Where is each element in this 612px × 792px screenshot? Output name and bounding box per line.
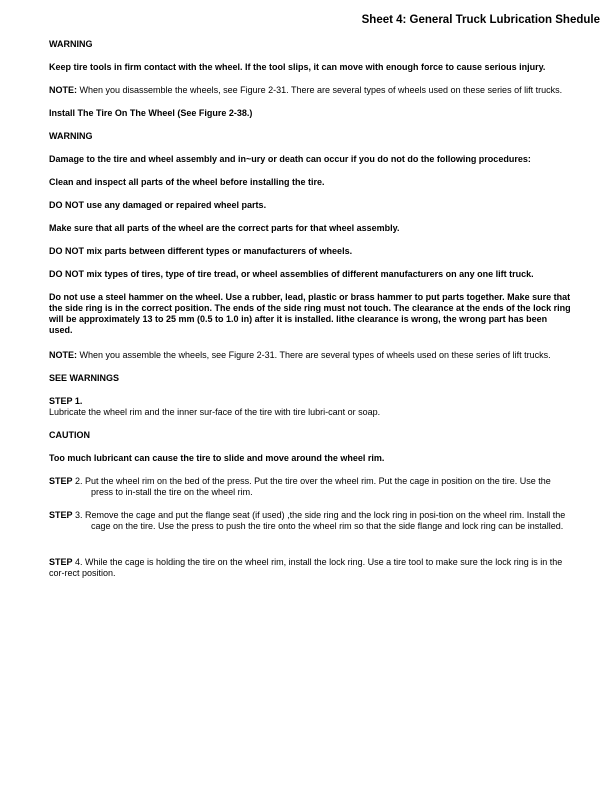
step-3 [49,510,571,532]
note-label-2: NOTE: [49,350,77,360]
procedure-mix-parts: DO NOT mix parts between different types or manufacturers of wheels. [49,246,353,256]
note-paragraph [49,85,571,96]
procedure-mix-types [49,269,571,280]
procedure-mix-types-label: DO NOT [49,269,84,279]
caution-text: Too much lubricant can cause the tire to slide and move around the wheel rim. [49,453,385,463]
see-warnings-heading: SEE WARNINGS [49,373,120,383]
step-2 [49,476,571,498]
note-label: NOTE: [49,85,77,95]
warning-heading-2: WARNING [49,131,93,141]
step-3-label: STEP [49,510,73,520]
step-2-label: STEP [49,476,73,486]
step-2-text: 2. Put the wheel rim on the bed of the press. Put the tire over the wheel rim. Put the cage in position on the tire. Use the press to in-stall the tire on the wheel rim. [72,476,551,497]
step-4-label: STEP [49,557,73,567]
caution-heading: CAUTION [49,430,90,440]
step-4 [49,557,571,579]
note-paragraph-2 [49,350,571,361]
step-1 [49,396,571,418]
install-heading: Install The Tire On The Wheel (See Figure 2-38.) [49,108,253,118]
step-1-label: STEP 1. [49,396,83,406]
document-body [49,39,571,591]
procedure-correct-parts: Make sure that all parts of the wheel are the correct parts for that wheel assembly. [49,223,400,233]
note-text-2: When you assemble the wheels, see Figure 2-31. There are several types of wheels used on these series of lift trucks. [77,350,551,360]
note-text: When you disassemble the wheels, see Figure 2-31. There are several types of wheels used on these series of lift trucks. [77,85,563,95]
warning-text: Keep tire tools in firm contact with the wheel. If the tool slips, it can move with enough force to cause serious injury. [49,62,546,72]
step-3-text: 3. Remove the cage and put the flange seat (if used) ,the side ring and the lock ring in posi-tion on the wheel rim. Install the cage on the tire. Use the press to push the tire onto the wheel rim so that the side flange and lock ring can be installed. [72,510,566,531]
page-header-title: Sheet 4: General Truck Lubrication Shedule [361,14,600,26]
procedure-clean: Clean and inspect all parts of the wheel before installing the tire. [49,177,325,187]
step-4-text: 4. While the cage is holding the tire on the wheel rim, install the lock ring. Use a tire tool to make sure the lock ring is in the cor-rect position. [49,557,563,578]
procedure-damaged-parts: DO NOT use any damaged or repaired wheel parts. [49,200,267,210]
procedure-hammer: Do not use a steel hammer on the wheel. Use a rubber, lead, plastic or brass hammer to put parts together. Make sure that the side ring is in the correct position. The ends of the side ring must not touch. The clearance at the ends of the lock ring will be approximately 13 to 25 mm (0.5 to 1.0 in) after it is installed. lithe clearance is wrong, the wrong part has been used. [49,292,571,335]
warning-text-2: Damage to the tire and wheel assembly and in~ury or death can occur if you do not do the following procedures: [49,154,531,164]
procedure-mix-types-text: mix types of tires, type of tire tread, or wheel assemblies of different manufacturers on any one lift truck. [84,269,534,279]
warning-heading: WARNING [49,39,93,49]
step-1-text: Lubricate the wheel rim and the inner sur-face of the tire with tire lubri-cant or soap. [49,407,381,417]
